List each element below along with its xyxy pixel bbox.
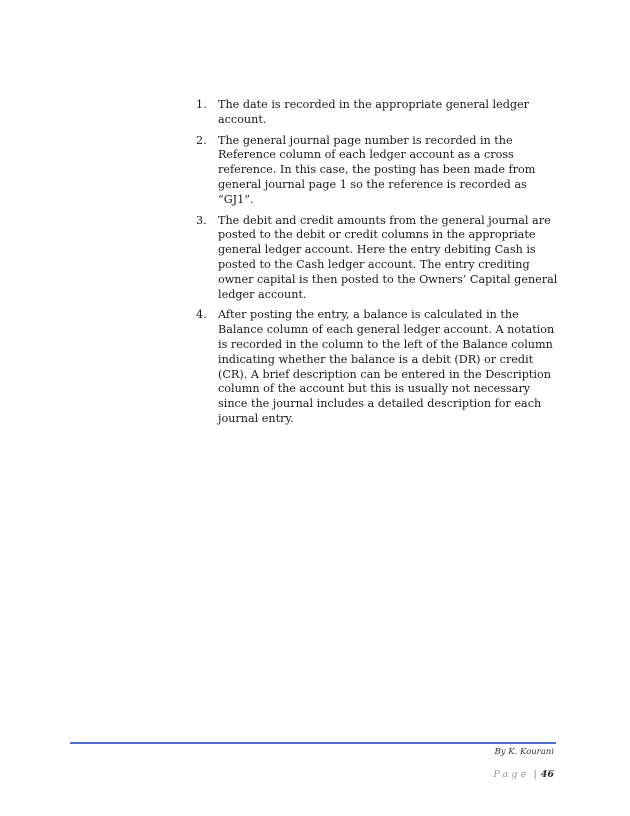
list-item-step-3 [196, 214, 560, 303]
page-label: Page [493, 769, 530, 780]
step-number: 4. [196, 308, 207, 322]
step-number: 3. [196, 213, 207, 227]
footer-author: By K. Kourani [494, 747, 554, 757]
page-number-footer [493, 769, 554, 780]
step-text: The debit and credit amounts from the general journal are posted to the debit or credit columns in the appropriate general ledger account. Here the entry debiting Cash is posted to the Cash ledger account. The entry crediting owner capital is then posted to the Owners’ Capital general ledger account. [218, 213, 558, 301]
list-item-step-4 [196, 308, 560, 426]
step-number: 1. [196, 98, 207, 111]
footer-divider [70, 742, 556, 744]
step-text: The general journal page number is recorded in the Reference column of each ledger account as a cross reference. In this case, the posting has been made from general journal page 1 so the reference is recorded as “GJ1”. [218, 133, 536, 206]
step-text: After posting the entry, a balance is calculated in the Balance column of each general ledger account. A notation is recorded in the column to the left of the Balance column indicating whether the balance is a debit (DR) or credit (CR). A brief description can be entered in the Description column of the account but this is usually not necessary since the journal includes a detailed description for each journal entry. [218, 308, 555, 425]
posting-steps-list [196, 98, 560, 433]
page-number: 46 [540, 769, 554, 780]
page-separator: | [533, 769, 537, 780]
list-item-step-2 [196, 134, 560, 208]
list-item-step-1 [196, 98, 560, 128]
step-text: The date is recorded in the appropriate general ledger account. [218, 98, 530, 126]
step-number: 2. [196, 133, 207, 147]
